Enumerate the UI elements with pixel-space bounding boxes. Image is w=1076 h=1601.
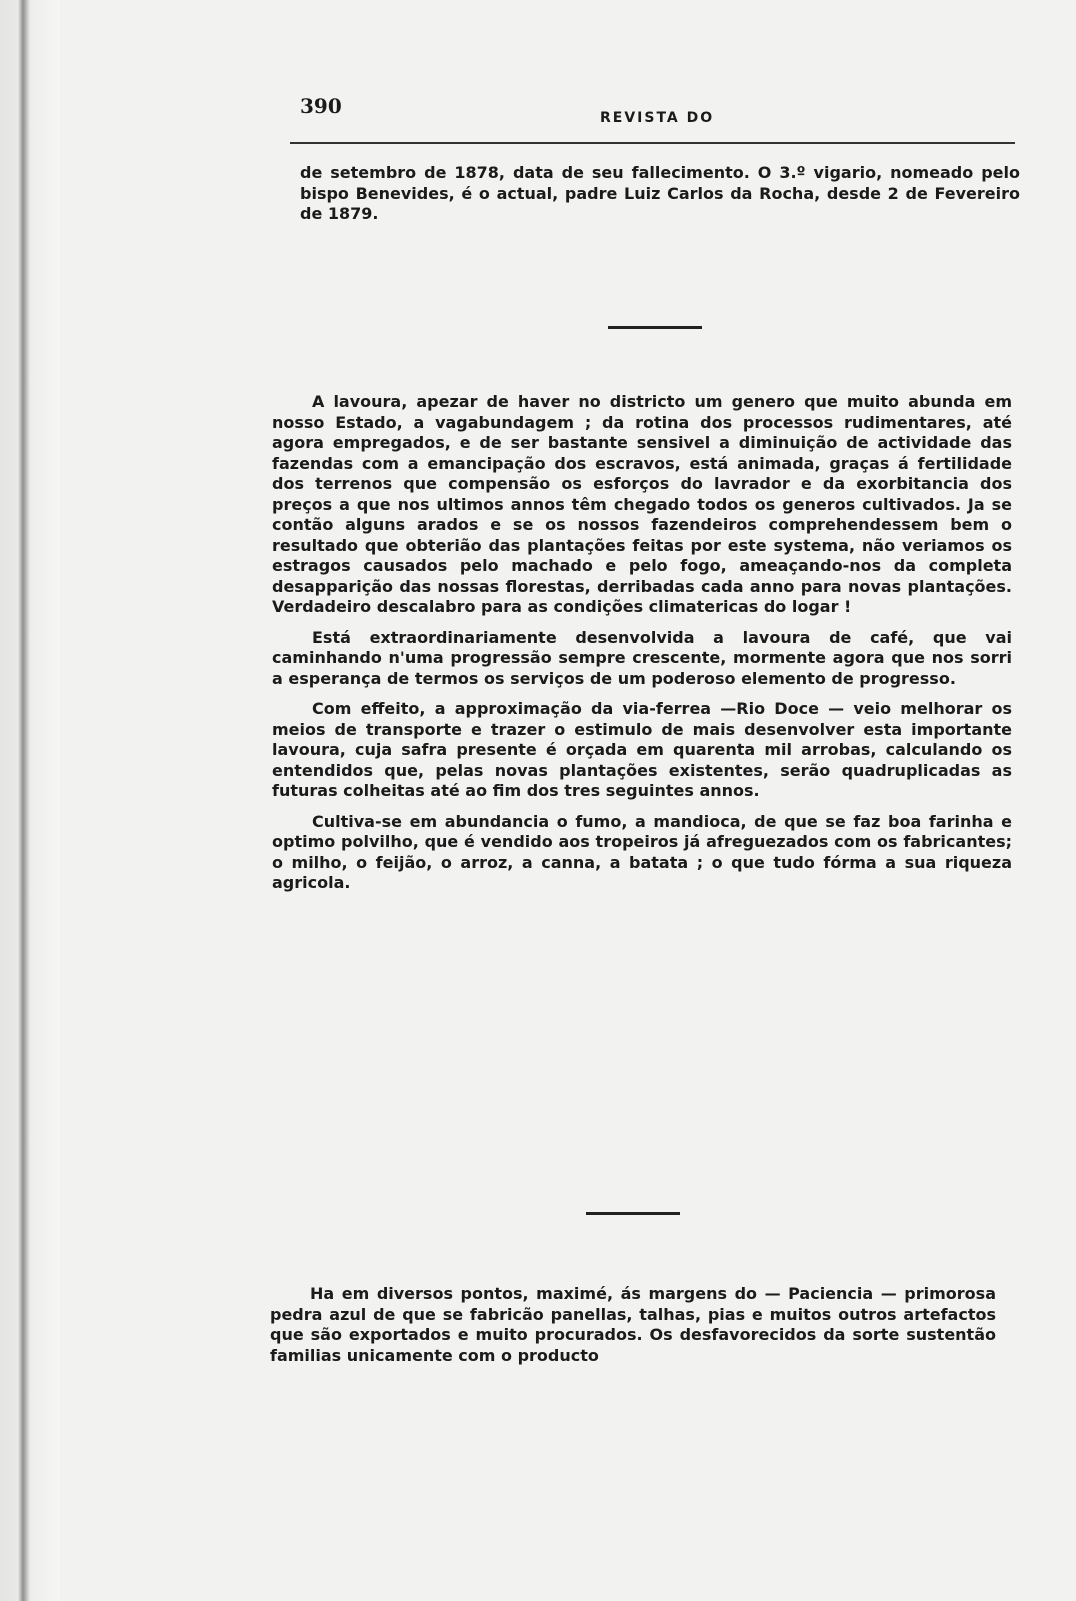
paragraph: Com effeito, a approximação da via-ferrea —Rio Doce — veio melhorar os meios de transporte e trazer o estimulo de mais desenvolver esta importante lavoura, cuja safra presente é orçada em quarenta mil arrobas, calculando os entendidos que, pelas novas plantações existentes, serão quadruplicadas as futuras colheitas até ao fim dos tres seguintes annos. — [272, 699, 1012, 800]
section-separator — [586, 1212, 680, 1215]
page — [270, 90, 1020, 134]
paragraph: de setembro de 1878, data de seu fallecimento. O 3.º vigario, nomeado pelo bispo Benevides, é o actual, padre Luiz Carlos da Rocha, desde 2 de Fevereiro de 1879. — [300, 163, 1020, 223]
section-3 — [270, 1284, 996, 1366]
page-number: 390 — [300, 94, 342, 118]
page-header — [270, 90, 1020, 134]
section-1 — [300, 163, 1020, 225]
binding-shadow — [0, 0, 60, 1601]
paragraph: Está extraordinariamente desenvolvida a lavoura de café, que vai caminhando n'uma progressão sempre crescente, mormente agora que nos sorri a esperança de termos os serviços de um poderoso elemento de progresso. — [272, 627, 1012, 688]
section-2 — [272, 392, 1012, 894]
section-separator — [608, 326, 702, 329]
paragraph: A lavoura, apezar de haver no districto um genero que muito abunda em nosso Estado, a vagabundagem ; da rotina dos processos rudimentares, até agora empregados, e de ser bastante sensivel a diminuição de actividade das fazendas com a emancipação dos escravos, está animada, graças á fertilidade dos terrenos que compensão os esforços do lavrador e da exorbitancia dos preços a que nos ultimos annos têm chegado todos os generos cultivados. Ja se contão alguns arados e se os nossos fazendeiros comprehendessem bem o resultado que obterião das plantações feitas por este systema, não veriamos os estragos causados pelo machado e pelo fogo, ameaçando-nos da completa desapparição das nossas florestas, derribadas cada anno para novas plantações. Verdadeiro descalabro para as condições climatericas do logar ! — [272, 392, 1012, 616]
header-rule — [290, 142, 1015, 144]
paragraph: Ha em diversos pontos, maximé, ás margens do — Paciencia — primorosa pedra azul de que se fabricão panellas, talhas, pias e muitos outros artefactos que são exportados e muito procurados. Os desfavorecidos da sorte sustentão familias unicamente com o producto — [270, 1284, 996, 1365]
paragraph: Cultiva-se em abundancia o fumo, a mandioca, de que se faz boa farinha e optimo polvilho, que é vendido aos tropeiros já afreguezados com os fabricantes; o milho, o feijão, o arroz, a canna, a batata ; o que tudo fórma a sua riqueza agricola. — [272, 811, 1012, 892]
running-head: REVISTA DO — [600, 110, 715, 126]
binding-edge — [18, 0, 30, 1601]
